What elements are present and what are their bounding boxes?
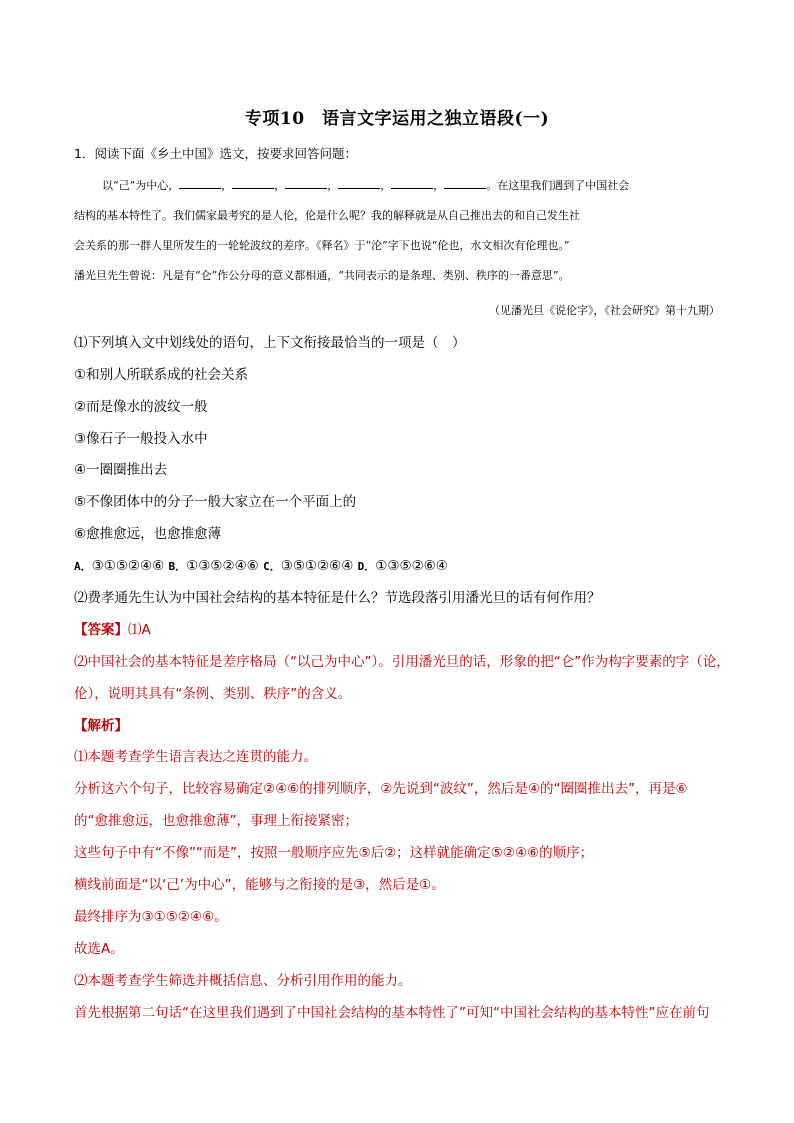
analysis-line-8: ⑵本题考查学生筛选并概括信息、分析引用作用的能力。 — [74, 973, 412, 989]
analysis-label: 【解析】 — [74, 718, 128, 734]
answer-2-line-2: 伦），说明其具有“条例、类别、秩序”的含义。 — [74, 686, 352, 702]
analysis-line-4: 这些句子中有“不像”“而是”，按照一般顺序应先⑤后②；这样就能确定⑤②④⑥的顺序； — [74, 845, 594, 861]
blank-5[interactable] — [391, 176, 433, 189]
option-6: ⑥愈推愈远，也愈推愈薄 — [74, 526, 222, 542]
passage-line-4: 潘光旦先生曾说：凡是有“仑”作公分母的意义都相通，“共同表示的是条理、类别、秩序的一番意思”。 — [74, 269, 570, 282]
blank-4[interactable] — [338, 176, 380, 189]
analysis-line-6: 最终排序为③①⑤②④⑥。 — [74, 909, 228, 925]
passage-line-1-end: 。在这里我们遇到了中国社会 — [486, 179, 630, 192]
blank-6[interactable] — [444, 176, 486, 189]
choice-c-label: C． — [263, 560, 281, 573]
passage-line-2: 结构的基本特性了。我们儒家最考究的是人伦，伦是什么呢？我的解释就是从自己推出去的和自己发生社 — [74, 209, 580, 222]
choice-b-label: B． — [168, 560, 187, 573]
question-intro: 1．阅读下面《乡土中国》选文，按要求回答问题： — [74, 146, 357, 161]
analysis-line-9: 首先根据第二句话“在这里我们遇到了中国社会结构的基本特性了”可知“中国社会结构的基本特性”应在前句 — [74, 1005, 710, 1021]
analysis-line-7: 故选A。 — [74, 941, 124, 957]
answer-choices — [74, 556, 448, 577]
analysis-line-3: 的“愈推愈远，也愈推愈薄”，事理上衔接紧密； — [74, 813, 358, 829]
blank-3[interactable] — [285, 176, 327, 189]
passage-line-1-start: 以“己”为中心， — [102, 179, 180, 192]
answer-2-line-1: ⑵中国社会的基本特征是差序格局（“以己为中心”）。引用潘光旦的话，形象的把“仑”作为构字要素的字（论， — [74, 654, 730, 670]
answer-line-1 — [74, 620, 151, 640]
option-2: ②而是像水的波纹一般 — [74, 399, 208, 415]
analysis-line-2: 分析这六个句子，比较容易确定②④⑥的排列顺序，②先说到“波纹”，然后是④的“圈圈推出去”，再是⑥ — [74, 781, 688, 797]
choice-d[interactable]: ①③⑤②⑥④ — [375, 558, 448, 574]
option-5: ⑤不像团体中的分子一般大家立在一个平面上的 — [74, 494, 357, 510]
choice-c[interactable]: ③⑤①②⑥④ — [280, 558, 354, 574]
answer-label: 【答案】 — [74, 622, 128, 638]
sub-question-2: ⑵费孝通先生认为中国社会结构的基本特征是什么？节选段落引用潘光旦的话有何作用？ — [74, 590, 601, 606]
passage-line-1: 以“己”为中心， ， ， ， ， ， 。在这里我们遇到了中国社会 — [102, 176, 629, 196]
option-4: ④一圈圈推出去 — [74, 462, 168, 478]
choice-a[interactable]: ③①⑤②④⑥ — [91, 558, 165, 574]
analysis-line-1: ⑴本题考查学生语言表达之连贯的能力。 — [74, 749, 317, 765]
passage-line-3: 会关系的那一群人里所发生的一轮轮波纹的差序。《释名》于“沦”字下也说“伦也，水文相次有伦理也。” — [74, 239, 570, 252]
choice-a-label: A． — [74, 560, 92, 573]
option-1: ①和别人所联系成的社会关系 — [74, 367, 249, 383]
blank-2[interactable] — [232, 176, 274, 189]
sub-question-1: ⑴下列填入文中划线处的语句，上下文衔接最恰当的一项是（ ） — [74, 335, 466, 351]
passage-source: （见潘光旦《说伦字》，《社会研究》第十九期） — [489, 304, 720, 317]
choice-b[interactable]: ①③⑤②④⑥ — [186, 558, 259, 574]
choice-d-label: D． — [357, 560, 376, 573]
page-title: 专项10 语言文字运用之独立语段(一) — [244, 109, 550, 129]
answer-1: ⑴A — [128, 622, 151, 638]
option-3: ③像石子一般投入水中 — [74, 431, 208, 447]
analysis-line-5: 横线前面是“以‘己’为中心”，能够与之衔接的是③，然后是①。 — [74, 877, 445, 893]
blank-1[interactable] — [179, 176, 221, 189]
